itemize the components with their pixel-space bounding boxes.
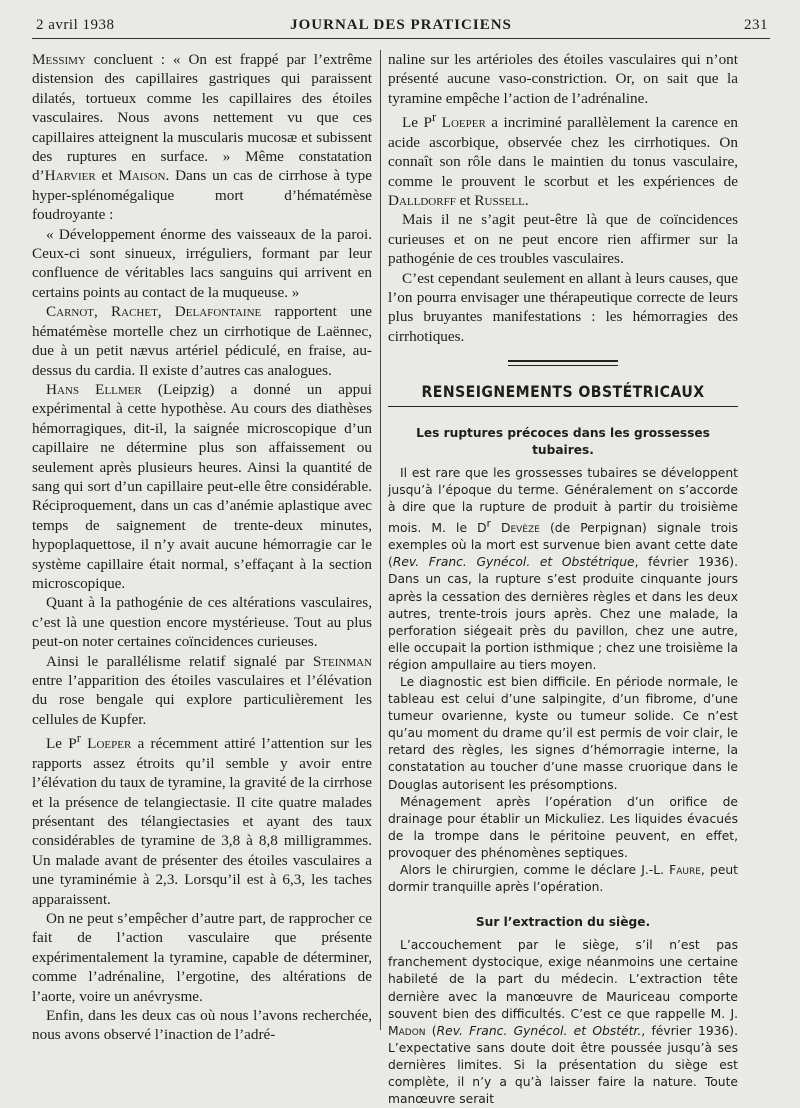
paragraph: Le $P^r$ Loeper a incriminé parallèlement la carence en acide ascorbique, observée chez les cirrhotiques. On connaît son rôle dans le maintien du tonus vasculaire, comme le prouvent le scorbut et les expériences de Dalldorff et Russell. bbox=[388, 110, 738, 209]
paragraph: Hans Ellmer (Leipzig) a donné un appui expérimental à cette hypothèse. Au cours des diathèses hémorragiques, dit-il, la saignée microscopique d’un capillaire ne détermine plus son affaissement ou seulement après plusieurs heures. Ainsi la quantité de sang qui sort d’un capillaire peut-elle être considérable. Réciproquement, dans un cas d’anémie aplastique avec temps de saignement de trente-deux minutes, hypoplaquettose, il n’y avait aucune hémorragie car le système capillaire était normal, s’effaçant à la section microscopique. bbox=[32, 380, 372, 592]
author-name: Steinman bbox=[312, 652, 372, 670]
journal-reference: Rev. Franc. Gynécol. et Obstétr. bbox=[436, 1023, 642, 1038]
header-journal-title: JOURNAL DES PRATICIENS bbox=[290, 17, 512, 33]
subsection-heading: Sur l’extraction du siège. bbox=[475, 915, 651, 930]
paragraph: Quant à la pathogénie de ces altérations vasculaires, c’est là une question encore mystérieuse. Tout au plus peut-on noter certaines coïncidences curieuses. bbox=[32, 594, 372, 651]
author-name: Russell bbox=[474, 191, 525, 209]
paragraph: naline sur les artérioles des étoiles vasculaires qui n’ont présenté aucune vaso-constriction. Or, on sait que la tyramine empêche l’action de l’adrénaline. bbox=[388, 51, 738, 107]
author-name: Devèze bbox=[490, 521, 540, 536]
left-column bbox=[32, 50, 372, 1044]
paragraph: Enfin, dans les deux cas où nous l’avons recherchée, nous avons observé l’inaction de l’adré- bbox=[32, 1006, 372, 1044]
right-column bbox=[388, 50, 739, 1107]
header-page-number: 231 bbox=[744, 17, 768, 33]
column-divider bbox=[380, 50, 381, 1030]
author-name: Faure bbox=[669, 863, 701, 877]
obstetrics-section bbox=[388, 425, 738, 1108]
author-name: Messimy bbox=[32, 51, 86, 68]
section-title-underline bbox=[388, 406, 738, 407]
section-separator-rule bbox=[508, 360, 618, 366]
paragraph: On ne peut s’empêcher d’autre part, de rapprocher ce fait de l’action vasculaire que présente expérimentalement la tyramine, capable de déterminer, comme l’adrénaline, l’ergotine, des altérations de l’aorte, voire un anévrysme. bbox=[32, 909, 372, 1005]
running-header bbox=[32, 14, 770, 39]
author-name: Harvier bbox=[44, 167, 96, 185]
paragraph: Ainsi le parallélisme relatif signalé par Steinman entre l’apparition des étoiles vasculaires et l’élévation du rose bengale qui explore particulièrement les cellules de Kupfer. bbox=[32, 652, 372, 728]
quote-paragraph: « Développement énorme des vaisseaux de la paroi. Ceux-ci sont sinueux, irréguliers, formant par leur confluence de véritables lacs sanguins qui arrivent en certains points au contact de la muqueuse. » bbox=[32, 225, 372, 301]
author-name: Hans Ellmer bbox=[46, 380, 142, 398]
spacer bbox=[388, 896, 738, 908]
journal-reference: Rev. Franc. Gynécol. et Obstétrique bbox=[392, 555, 635, 570]
paragraph: Messimy concluent : « On est frappé par l’extrême distension des capillaires gastriques qui paraissent dilatés, tortueux comme les capillaires des étoiles vasculaires. Nous avons nettement vu que ces capillaires atteignent la muscularis mucosæ et subissent des ruptures en surface. » Même constatation d’Harvier et Maison. Dans un cas de cirrhose à type hyper-splénomégalique mort d’hématémèse foudroyante : bbox=[32, 51, 372, 224]
paragraph: Il est rare que les grossesses tubaires se développent jusqu’à l’époque du terme. Généralement on s’accorde à dire que la rupture de produit à partir du troisième mois. M. le $D^r$ Devèze (de Perpignan) signale trois exemples où la mort est survenue bien avant cette date (Rev. Franc. Gynécol. et Obstétrique, février 1936). Dans un cas, la rupture s’est produite cinquante jours après la cessation des dernières règles et dans les deux autres, trente-trois jours après. Chez une malade, la perforation siégeait près du pavillon, chez une autre, elle occupait la portion isthmique ; chez une troisième la région ampullaire au tiers moyen. bbox=[388, 465, 739, 672]
author-name: Maison bbox=[118, 167, 166, 185]
header-date: 2 avril 1938 bbox=[36, 17, 115, 33]
paragraph: Mais il ne s’agit peut-être là que de coïncidences curieuses et on ne peut encore rien affirmer sur la pathogénie de ces troubles vasculaires. bbox=[388, 211, 738, 268]
author-name: Dalldorff bbox=[388, 191, 456, 209]
paragraph: Le diagnostic est bien difficile. En période normale, le tableau est celui d’une salpingite, d’un fibrome, d’une tumeur ovarienne, kyste ou tumeur solide. Ce n’est qu’au moment du drame qu’il est permis de voir clair, le retard des règles, les signes d’hémorragie interne, la constatation au toucher d’une masse cruorique dans le Douglas autorisent les présomptions. bbox=[388, 674, 738, 792]
paragraph: Alors le chirurgien, comme le déclare J.-L. Faure, peut dormir tranquille après l’opération. bbox=[388, 863, 738, 895]
author-name: Loeper bbox=[80, 735, 132, 753]
paragraph: Ménagement après l’opération d’un orifice de drainage pour établir un Mickuliez. Les liquides évacués de la trompe dans le péritoine peuvent, en effet, provoquer des phénomènes septiques. bbox=[388, 794, 738, 860]
section-title: RENSEIGNEMENTS OBSTÉTRICAUX bbox=[421, 382, 705, 402]
paragraph: C’est cependant seulement en allant à leurs causes, que l’on pourra envisager une thérapeutique correcte de leurs plus bruyantes manifestations : les hémorragies des cirrhotiques. bbox=[388, 269, 738, 345]
author-name: Carnot, Rachet, Delafontaine bbox=[46, 303, 262, 321]
author-name: Madon bbox=[388, 1023, 426, 1038]
paragraph: L’accouchement par le siège, s’il n’est pas franchement dystocique, exige néanmoins une certaine habileté de la part du médecin. L’extraction tête dernière avec la manœuvre de Mauriceau comporte souvent bien des difficultés. C’est ce que rappelle M. J. Madon (Rev. Franc. Gynécol. et Obstétr., février 1936). L’expectative sans doute doit être poussée jusqu’à ses dernières limites. Si la présentation du siège est complète, il n’y a qu’à laisser faire la nature. Toute manœuvre serait bbox=[388, 938, 739, 1107]
subsection-heading: Les ruptures précoces dans les grossesses tubaires. bbox=[416, 425, 710, 457]
paragraph: Le $P^r$ Loeper a récemment attiré l’attention sur les rapports assez étroits qu’il semble y avoir entre l’élévation du taux de tyramine, la gravité de la cirrhose et la présence de telangiectasie. Il cite quatre malades présentant des télangiectasies et ayant des taux considérables de tyramine de 3,8 à 8,8 milligrammes. Un malade avant de présenter des étoiles vasculaires a une tyraminémie à 2,3. Lorsqu’il est à 6,3, les taches apparaissent. bbox=[32, 731, 372, 908]
author-name: Loeper bbox=[436, 114, 486, 132]
paragraph: Carnot, Rachet, Delafontaine rapportent une hématémèse mortelle chez un cirrhotique de Laënnec, due à un petit nævus artériel pédiculé, en fraise, au-dessus du cardia. Il existe d’autres cas analogues. bbox=[32, 303, 372, 379]
